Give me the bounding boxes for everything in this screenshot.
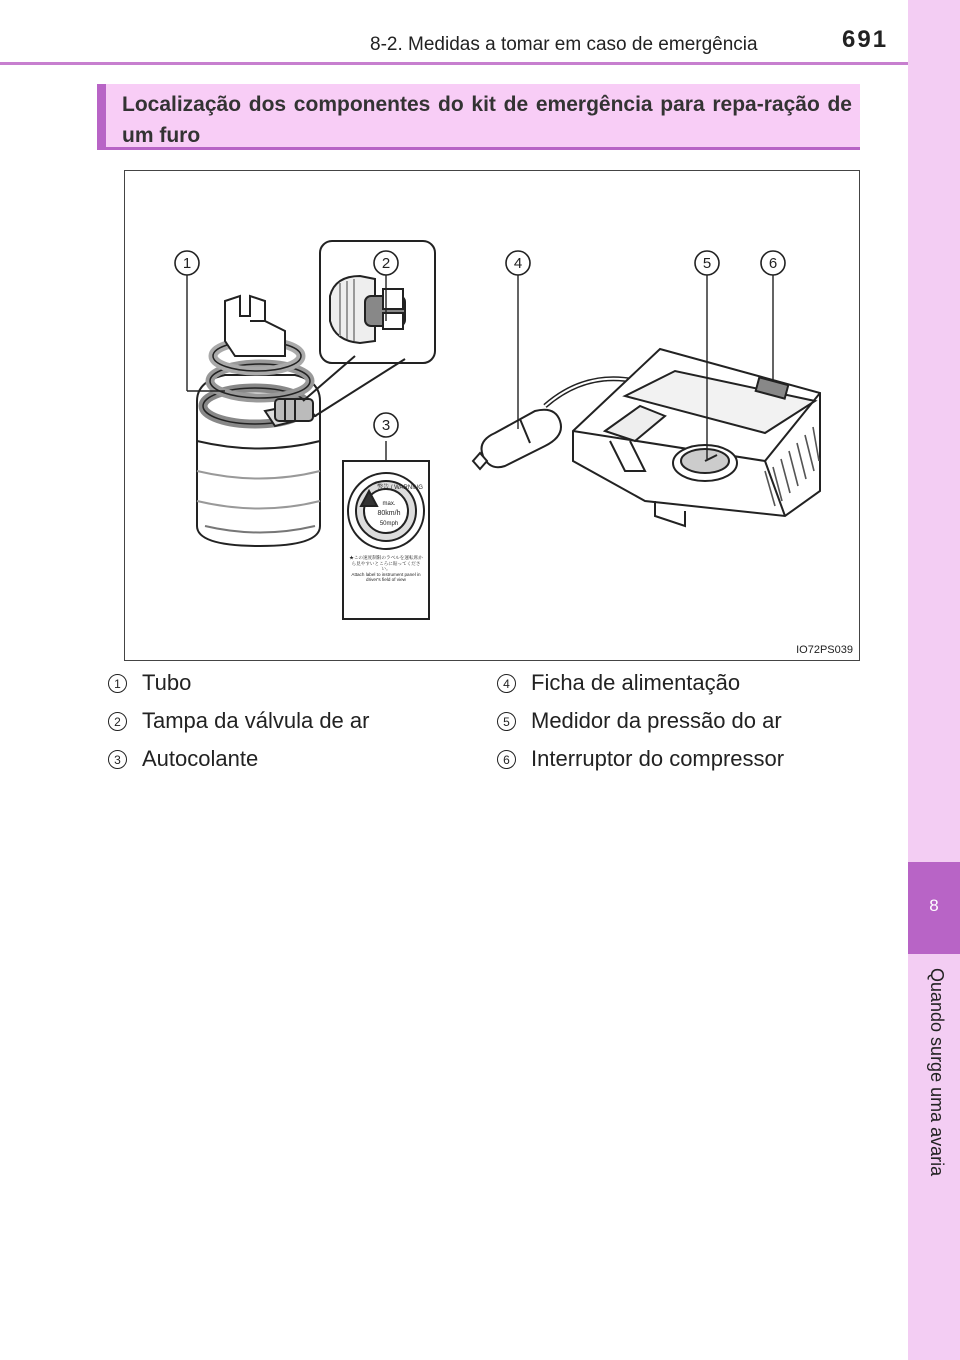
chapter-label: Quando surge uma avaria [927,968,947,1177]
legend-label: Medidor da pressão do ar [531,708,782,733]
callout-4: 4 [513,255,523,272]
sticker-jp-note: ★この速度制限のラベルを運転席から見やすいところに貼ってください。 [349,555,423,572]
legend-number: 6 [497,750,516,769]
callout-3: 3 [381,417,391,434]
section-heading: Localização dos componentes do kit de emergência para repa-ração de um furo [122,93,852,147]
callout-2: 2 [381,255,391,272]
valve-cap-zoom [303,241,435,416]
legend-label: Interruptor do compressor [531,746,785,771]
sealant-bottle [197,296,320,546]
legend-label: Tampa da válvula de ar [142,708,370,733]
sticker-en-note: Attach label to instrument panel in driver's field of view [351,571,421,583]
kit-illustration [124,170,860,661]
legend-label: Tubo [142,670,192,695]
legend-label: Ficha de alimentação [531,670,741,695]
callout-5: 5 [702,255,712,272]
kit-drawing [125,171,859,660]
legend-number: 1 [108,674,127,693]
section-heading-box [97,84,860,150]
legend-number: 4 [497,674,516,693]
page-number: 691 [842,26,889,53]
page-header [0,0,908,66]
legend-number: 5 [497,712,516,731]
sticker-speed-mph: 50mph [379,521,399,527]
header-divider [0,62,908,65]
sticker-max: max. [382,501,396,507]
sticker-speed-kmh: 80km/h [377,510,401,517]
sticker-warning: 警告 / WARNING [377,485,423,491]
callout-1: 1 [182,255,192,272]
section-title: 8-2. Medidas a tomar em caso de emergência [370,34,758,55]
compressor [473,349,820,526]
figure-code: IO72PS039 [796,644,853,656]
legend-label: Autocolante [142,746,259,771]
chapter-number: 8 [929,896,939,915]
callout-6: 6 [768,255,778,272]
legend-number: 2 [108,712,127,731]
legend-number: 3 [108,750,127,769]
